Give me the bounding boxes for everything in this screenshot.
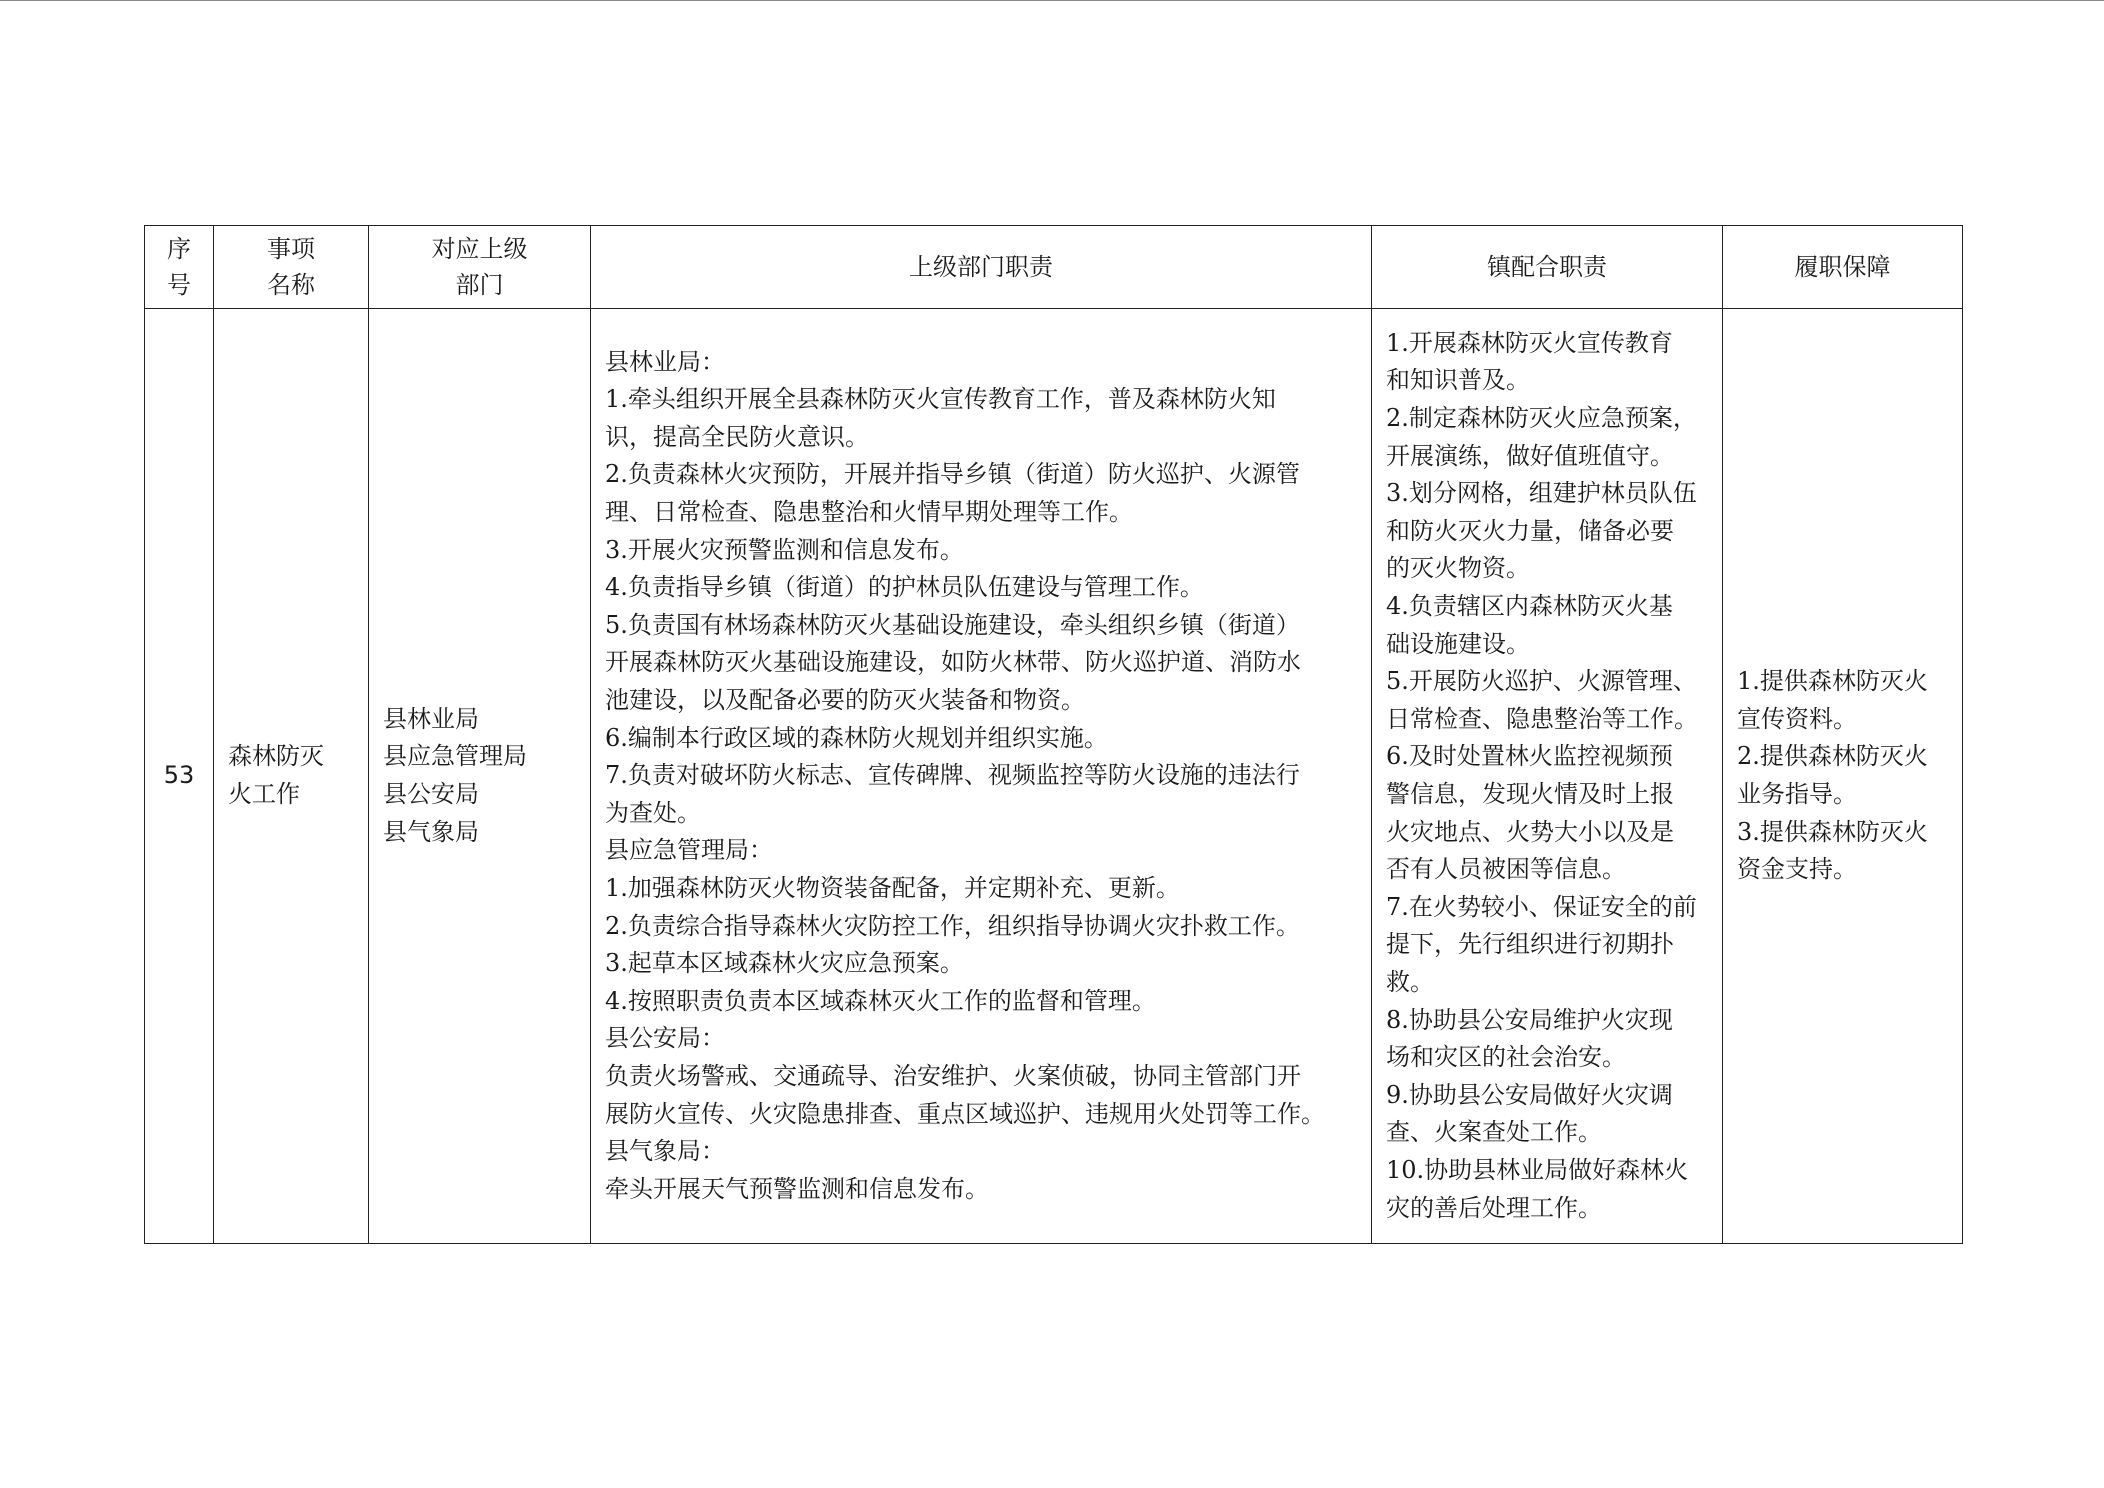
header-town-duties: 镇配合职责 — [1372, 226, 1723, 309]
guarantee-line: 1.提供森林防灭火 — [1737, 667, 1928, 696]
superior-duty-line: 展防火宣传、火灾隐患排查、重点区域巡护、违规用火处罚等工作。 — [605, 1099, 1325, 1128]
header-guarantee: 履职保障 — [1723, 226, 1963, 309]
superior-duty-line: 4.负责指导乡镇（街道）的护林员队伍建设与管理工作。 — [605, 573, 1204, 602]
town-duty-line: 1.开展森林防灭火宣传教育 — [1386, 328, 1673, 357]
header-dept-line: 部门 — [455, 271, 504, 299]
superior-duty-line: 牵头开展天气预警监测和信息发布。 — [605, 1174, 989, 1203]
header-item-line: 名称 — [267, 271, 315, 299]
superior-duty-line: 为查处。 — [605, 798, 701, 827]
header-serial-line: 序 — [167, 235, 191, 263]
superior-duty-line: 7.负责对破坏防火标志、宣传碑牌、视频监控等防火设施的违法行 — [605, 761, 1300, 790]
town-duty-line: 和防火灭火力量，储备必要 — [1386, 516, 1674, 545]
superior-duty-line: 县气象局： — [605, 1137, 725, 1166]
header-serial — [145, 226, 214, 309]
guarantee-line: 3.提供森林防灭火 — [1737, 817, 1928, 846]
superior-duty-line: 理、日常检查、隐患整治和火情早期处理等工作。 — [605, 498, 1133, 527]
town-duty-line: 警信息，发现火情及时上报 — [1386, 780, 1674, 808]
town-duty-line: 救。 — [1386, 967, 1434, 996]
page-top-border — [0, 0, 2104, 1]
guarantee-line: 业务指导。 — [1737, 780, 1857, 808]
cell-town-duties — [1372, 309, 1723, 1244]
dept-line: 县公安局 — [383, 780, 479, 808]
town-duty-line: 查、火案查处工作。 — [1386, 1118, 1602, 1147]
town-duty-line: 10.协助县林业局做好森林火 — [1386, 1155, 1689, 1184]
cell-superior-dept — [369, 309, 591, 1244]
superior-duty-line: 1.牵头组织开展全县森林防灭火宣传教育工作，普及森林防火知 — [605, 385, 1276, 414]
guarantee-line: 2.提供森林防灭火 — [1737, 742, 1928, 771]
cell-superior-duties — [591, 309, 1372, 1244]
header-item-line: 事项 — [267, 235, 315, 263]
superior-duty-line: 县公安局： — [605, 1024, 725, 1053]
guarantee-line: 资金支持。 — [1737, 855, 1857, 884]
superior-duty-line: 2.负责森林火灾预防，开展并指导乡镇（街道）防火巡护、火源管 — [605, 460, 1300, 489]
town-duty-line: 8.协助县公安局维护火灾现 — [1386, 1005, 1673, 1034]
superior-duty-line: 负责火场警戒、交通疏导、治安维护、火案侦破，协同主管部门开 — [605, 1061, 1301, 1090]
town-duty-line: 础设施建设。 — [1386, 629, 1530, 658]
town-duty-line: 7.在火势较小、保证安全的前 — [1386, 892, 1697, 921]
cell-item-name — [214, 309, 369, 1244]
town-duty-line: 否有人员被困等信息。 — [1386, 855, 1626, 884]
table-header-row — [145, 226, 1963, 309]
superior-duty-line: 1.加强森林防灭火物资装备配备，并定期补充、更新。 — [605, 873, 1180, 902]
item-name-line: 森林防灭 — [228, 742, 324, 771]
town-duty-line: 6.及时处置林火监控视频预 — [1386, 742, 1673, 771]
dept-line: 县林业局 — [383, 704, 479, 733]
duty-table — [144, 225, 1963, 1244]
town-duty-line: 提下，先行组织进行初期扑 — [1386, 930, 1674, 959]
superior-duty-line: 县林业局： — [605, 347, 725, 376]
town-duty-line: 9.协助县公安局做好火灾调 — [1386, 1080, 1673, 1109]
town-duty-line: 的灭火物资。 — [1386, 554, 1530, 583]
town-duty-line: 4.负责辖区内森林防灭火基 — [1386, 592, 1673, 621]
town-duty-line: 日常检查、隐患整治等工作。 — [1386, 704, 1698, 733]
guarantee-line: 宣传资料。 — [1737, 704, 1857, 733]
superior-duty-line: 开展森林防灭火基础设施建设，如防火林带、防火巡护道、消防水 — [605, 648, 1301, 677]
superior-duty-line: 池建设，以及配备必要的防灭火装备和物资。 — [605, 686, 1085, 715]
dept-line: 县气象局 — [383, 817, 479, 846]
dept-line: 县应急管理局 — [383, 742, 527, 771]
town-duty-line: 3.划分网格，组建护林员队伍 — [1386, 479, 1697, 508]
town-duty-line: 2.制定森林防灭火应急预案， — [1386, 404, 1697, 433]
header-serial-line: 号 — [167, 271, 191, 299]
header-superior-duties: 上级部门职责 — [591, 226, 1372, 309]
superior-duty-line: 6.编制本行政区域的森林防火规划并组织实施。 — [605, 723, 1108, 752]
town-duty-line: 场和灾区的社会治安。 — [1386, 1043, 1626, 1072]
cell-guarantee — [1723, 309, 1963, 1244]
superior-duty-line: 5.负责国有林场森林防灭火基础设施建设，牵头组织乡镇（街道） — [605, 610, 1300, 639]
superior-duty-line: 4.按照职责负责本区域森林灭火工作的监督和管理。 — [605, 986, 1156, 1015]
town-duty-line: 和知识普及。 — [1386, 366, 1530, 395]
superior-duty-line: 县应急管理局： — [605, 836, 773, 865]
item-name-line: 火工作 — [228, 780, 300, 808]
superior-duty-line: 识，提高全民防火意识。 — [605, 422, 869, 451]
town-duty-line: 灾的善后处理工作。 — [1386, 1193, 1602, 1222]
header-dept-line: 对应上级 — [431, 235, 528, 263]
header-superior-dept — [369, 226, 591, 309]
town-duty-line: 5.开展防火巡护、火源管理、 — [1386, 667, 1697, 696]
superior-duty-line: 3.开展火灾预警监测和信息发布。 — [605, 535, 964, 564]
header-item-name — [214, 226, 369, 309]
cell-serial: 53 — [145, 309, 214, 1244]
superior-duty-line: 3.起草本区域森林火灾应急预案。 — [605, 949, 964, 978]
town-duty-line: 火灾地点、火势大小以及是 — [1386, 817, 1674, 846]
town-duty-line: 开展演练，做好值班值守。 — [1386, 441, 1674, 470]
superior-duty-line: 2.负责综合指导森林火灾防控工作，组织指导协调火灾扑救工作。 — [605, 911, 1300, 940]
table-row — [145, 309, 1963, 1244]
